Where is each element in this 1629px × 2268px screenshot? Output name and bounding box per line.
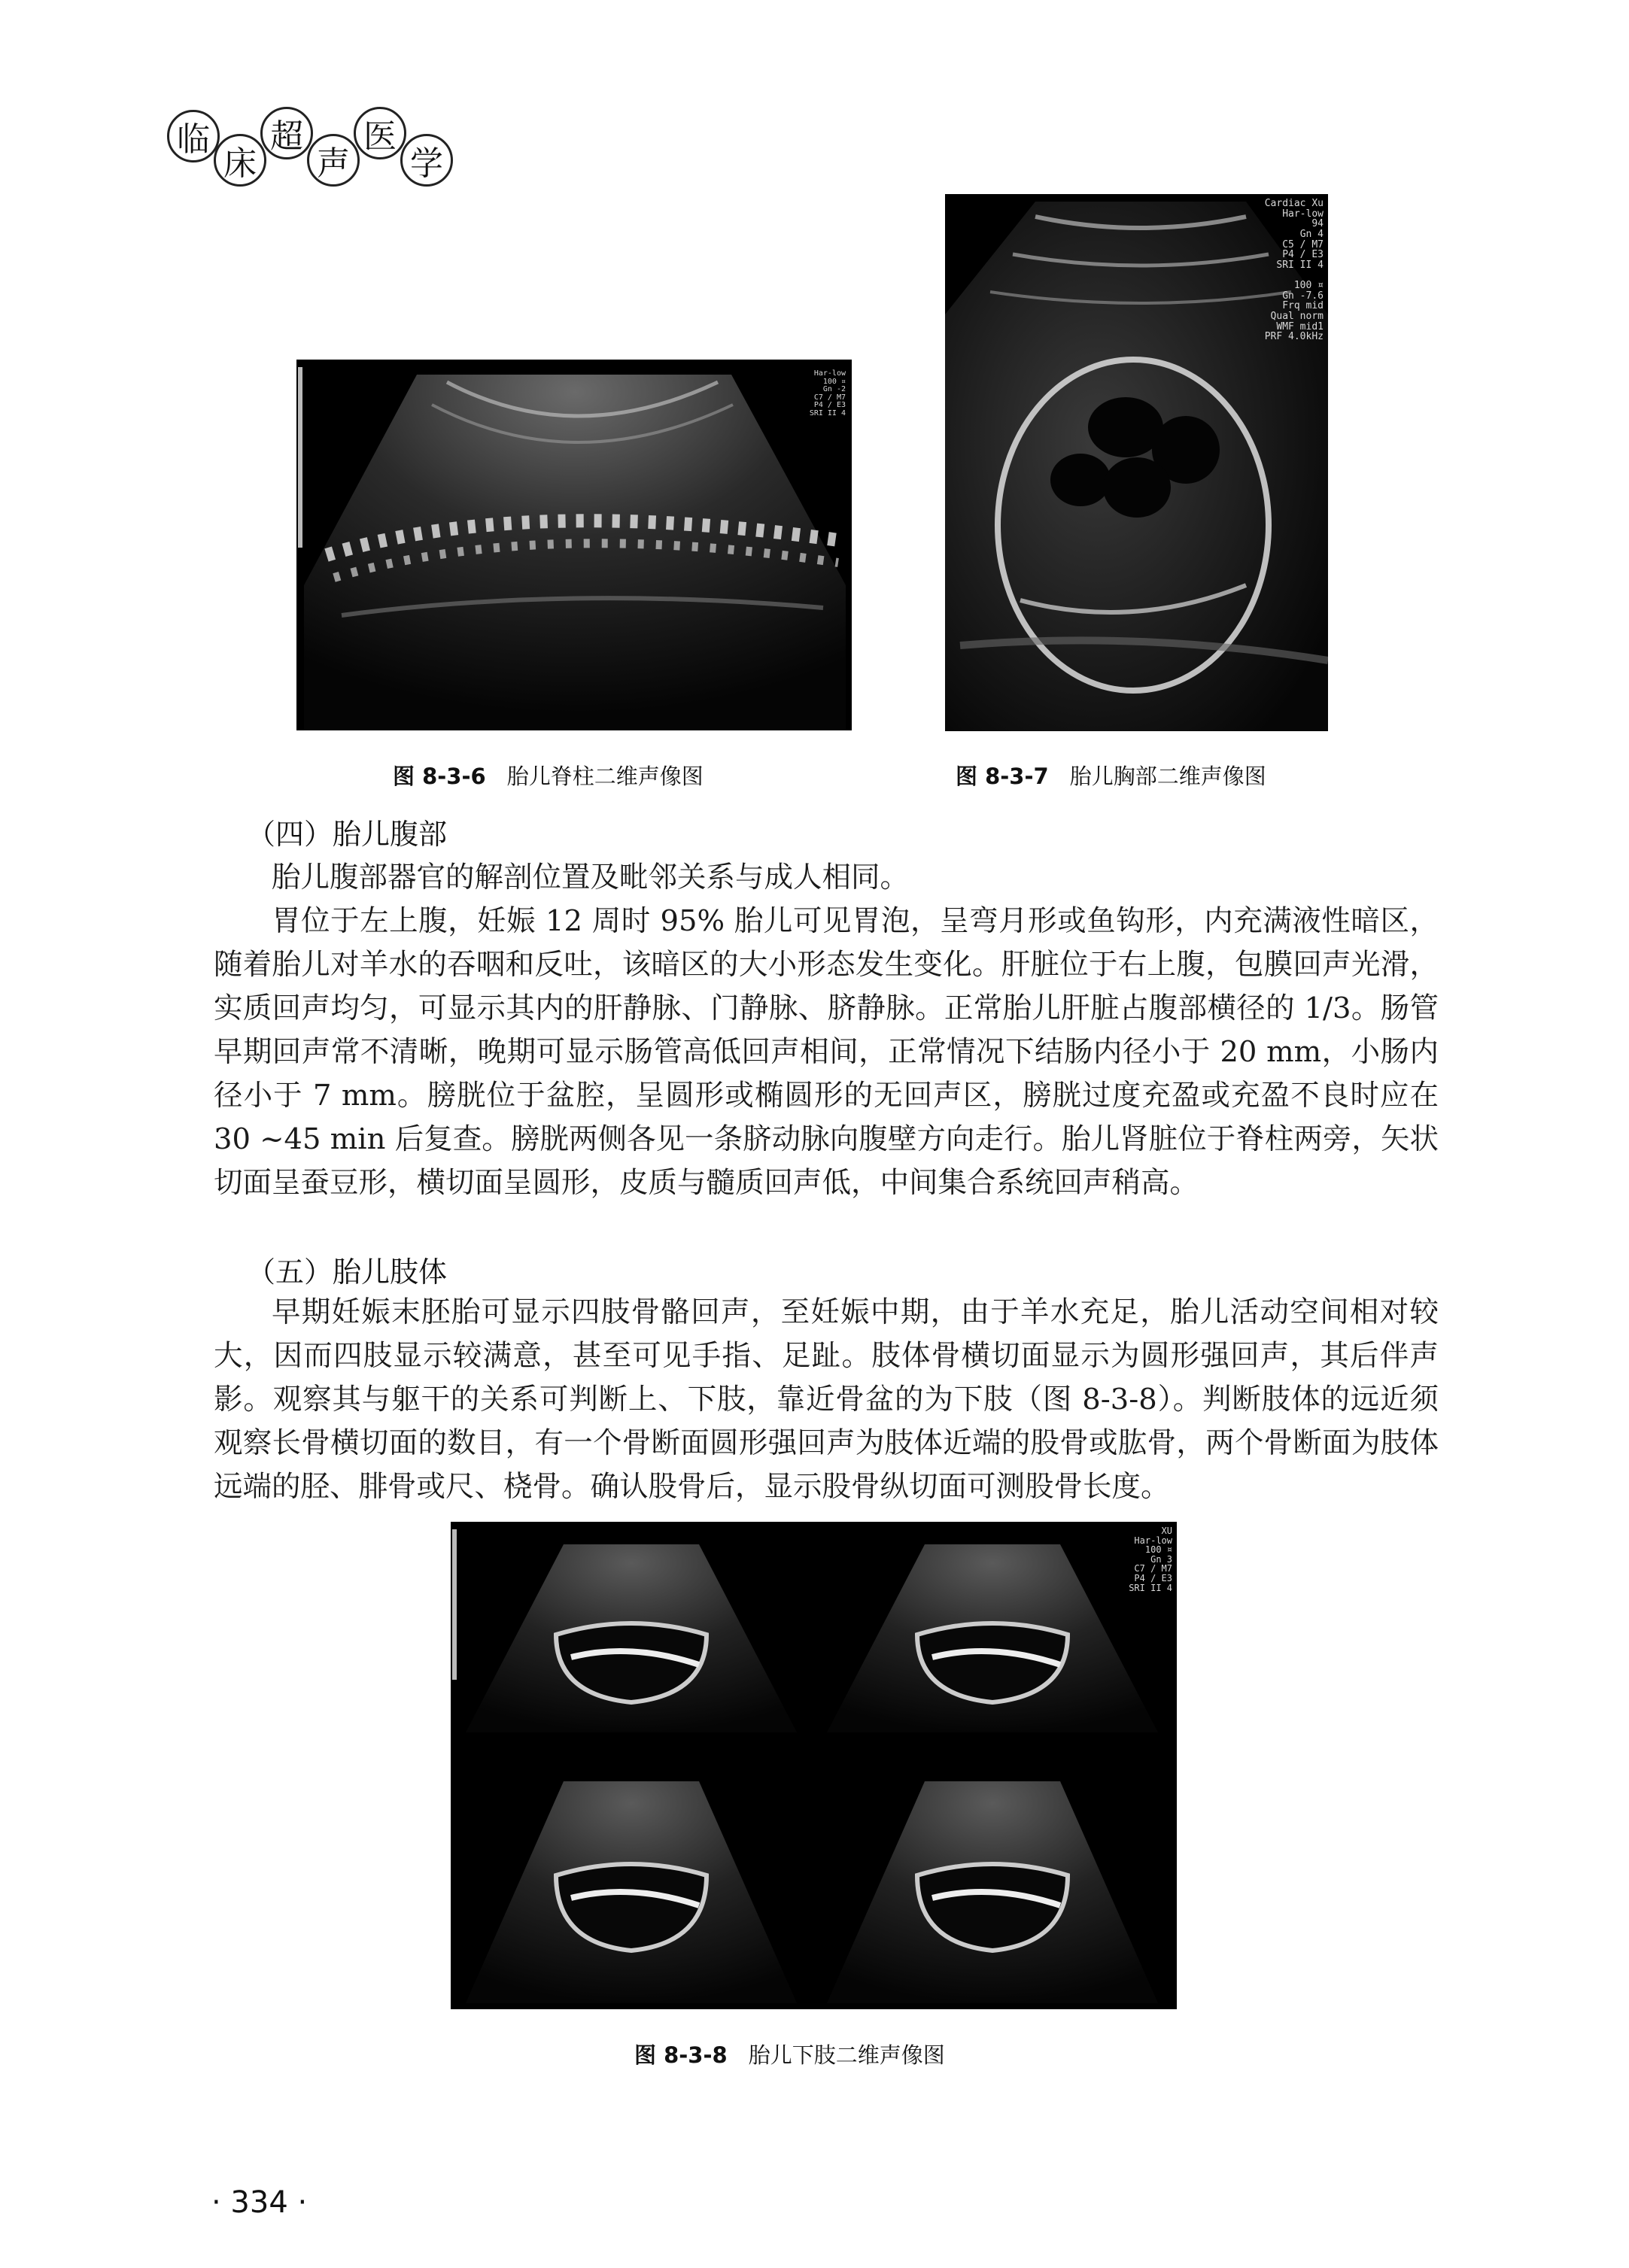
param-line: P4 / E3 bbox=[1134, 1572, 1172, 1583]
param-line: Har-low bbox=[1134, 1535, 1172, 1546]
body-text-abdomen bbox=[214, 856, 1439, 1205]
param-line: 94 bbox=[1311, 218, 1324, 230]
body-text-limbs bbox=[214, 1291, 1439, 1509]
param-line: C7 / M7 bbox=[1134, 1563, 1172, 1574]
figure-title: 胎儿下肢二维声像图 bbox=[748, 2042, 945, 2068]
paragraph: 胎儿腹部器官的解剖位置及毗邻关系与成人相同。 bbox=[272, 861, 910, 894]
figure-title: 胎儿脊柱二维声像图 bbox=[506, 764, 704, 789]
param-line: 100 ¤ bbox=[1144, 1544, 1172, 1556]
paragraph: 胃位于左上腹，妊娠 12 周时 95% 胎儿可见胃泡，呈弯月形或鱼钩形，内充满液性暗区，随着胎儿对羊水的吞咽和反吐，该暗区的大小形态发生变化。肝脏位于右上腹，包膜回声光滑，实质回声均匀，可显示其内的肝静脉、门静脉、脐静脉。正常胎儿肝脏占腹部横径的 1/3。肠管早期回声常不清晰，晚期可显示肠管高低回声相间，正常情况下结肠内径小于 20 mm，小肠内径小于 7 mm。膀胱位于盆腔，呈圆形或椭圆形的无回声区，膀胱过度充盈或充盈不良时应在 30 ~45 min 后复查。膀胱两侧各见一条脐动脉向腹壁方向走行。胎儿肾脏位于脊柱两旁，矢状切面呈蚕豆形，横切面呈圆形，皮质与髓质回声低，中间集合系统回声稍高。 bbox=[214, 904, 1439, 1200]
param-line: P4 / E3 bbox=[1282, 249, 1324, 261]
param-line: Gn -2 bbox=[822, 385, 846, 393]
book-title-char: 床 bbox=[214, 134, 266, 187]
param-line: WMF mid1 bbox=[1276, 320, 1324, 332]
figure-caption bbox=[393, 760, 704, 791]
param-line: 100 ¤ bbox=[1293, 280, 1324, 292]
param-line: 100 ¤ bbox=[822, 377, 846, 386]
param-line: Gn 3 bbox=[1150, 1553, 1172, 1565]
figure-number: 图 8-3-8 bbox=[634, 2042, 728, 2068]
spine-ultrasound-image bbox=[296, 360, 852, 730]
param-line: Cardiac Xu bbox=[1264, 198, 1324, 209]
book-title-char: 医 bbox=[354, 107, 406, 159]
section-heading: （四）胎儿腹部 bbox=[247, 818, 448, 851]
section-heading: （五）胎儿肢体 bbox=[247, 1255, 448, 1289]
param-line: Qual norm bbox=[1270, 311, 1324, 323]
book-title-char: 声 bbox=[307, 134, 360, 187]
param-line: Har-low bbox=[1282, 208, 1324, 220]
param-line: SRI II 4 bbox=[809, 408, 846, 417]
paragraph: 早期妊娠末胚胎可显示四肢骨骼回声，至妊娠中期，由于羊水充足，胎儿活动空间相对较大，因而四肢显示较满意，甚至可见手指、足趾。肢体骨横切面显示为圆形强回声，其后伴声影。观察其与躯干的关系可判断上、下肢，靠近骨盆的为下肢（图 8-3-8）。判断肢体的远近须观察长骨横切面的数目，有一个骨断面圆形强回声为肢体近端的股骨或肱骨，两个骨断面为肢体远端的胫、腓骨或尺、桡骨。确认股骨后，显示股骨纵切面可测股骨长度。 bbox=[214, 1295, 1439, 1504]
param-line: Gn 4 bbox=[1299, 228, 1324, 240]
param-line bbox=[1265, 270, 1324, 281]
param-line: Frq mid bbox=[1282, 300, 1324, 312]
figure-number: 图 8-3-6 bbox=[393, 764, 486, 789]
param-line: SRI II 4 bbox=[1276, 259, 1324, 271]
param-line: Gn -7.6 bbox=[1282, 290, 1324, 302]
figure-caption bbox=[634, 2039, 945, 2069]
param-line: SRI II 4 bbox=[1129, 1582, 1172, 1593]
param-line: PRF 4.0kHz bbox=[1264, 331, 1324, 343]
figure-caption bbox=[956, 760, 1266, 791]
page-number: · 334 · bbox=[211, 2185, 308, 2220]
book-title-char: 学 bbox=[400, 134, 453, 187]
book-title-header bbox=[167, 102, 483, 193]
param-line: C5 / M7 bbox=[1282, 238, 1324, 250]
param-line: XU bbox=[1161, 1526, 1172, 1536]
lower-limb-ultrasound-image bbox=[451, 1522, 1177, 2009]
param-line: Har-low bbox=[813, 369, 846, 378]
figure-number: 图 8-3-7 bbox=[956, 764, 1049, 789]
book-title-char: 超 bbox=[260, 107, 313, 159]
param-line: C7 / M7 bbox=[813, 393, 846, 402]
param-line: P4 / E3 bbox=[813, 401, 846, 409]
chest-ultrasound-image bbox=[945, 194, 1328, 731]
figure-title: 胎儿胸部二维声像图 bbox=[1069, 764, 1266, 789]
book-title-char: 临 bbox=[167, 110, 220, 162]
